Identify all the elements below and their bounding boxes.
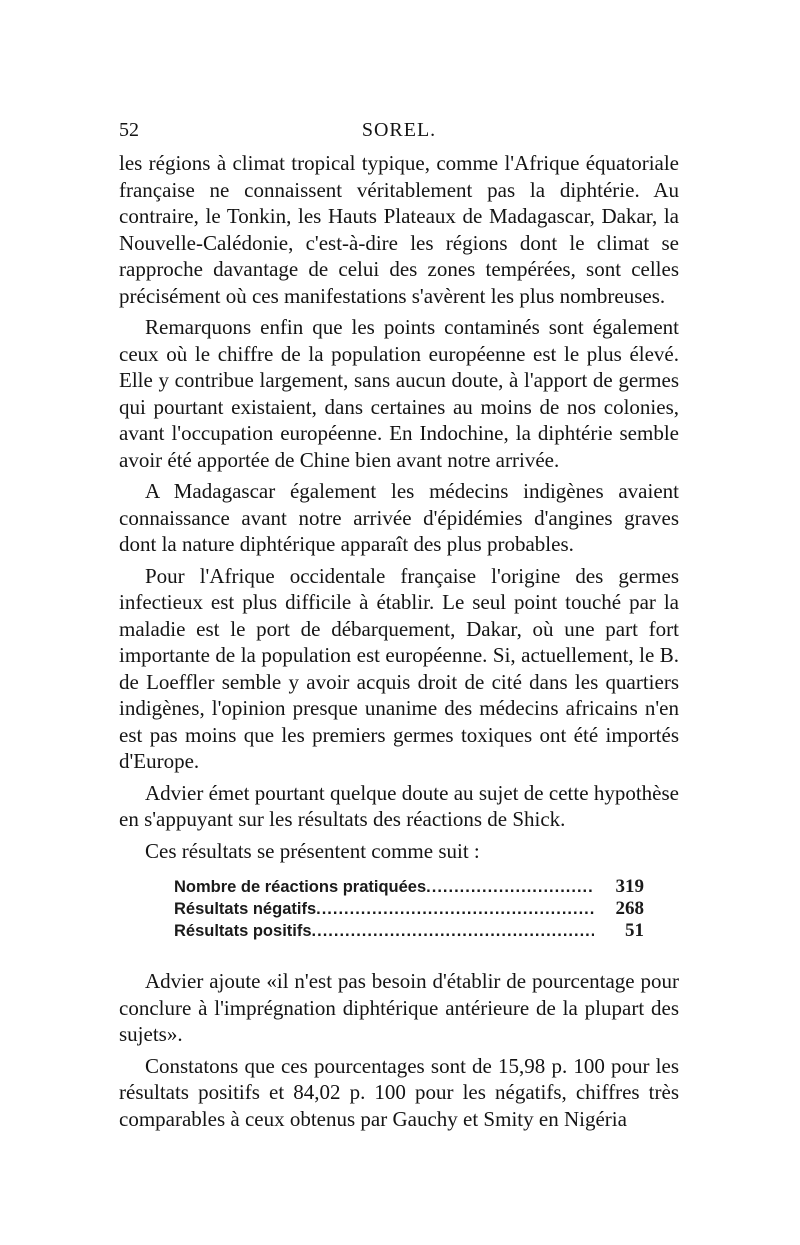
result-row	[174, 920, 644, 942]
running-head: SOREL.	[361, 119, 437, 141]
paragraph: Advier ajoute «il n'est pas besoin d'établir de pourcentage pour conclure à l'imprégnation diphtérique antérieure de la plupart des sujets».	[119, 969, 679, 1046]
result-label: Résultats négatifs	[174, 900, 317, 918]
result-label: Nombre de réactions pratiquées	[174, 878, 427, 896]
result-value: 268	[615, 898, 644, 919]
paragraph: A Madagascar également les médecins indigènes avaient connaissance avant notre arrivée d'épidémies d'angines graves dont la nature diphtérique apparaît des plus probables.	[119, 479, 679, 556]
paragraph: les régions à climat tropical typique, comme l'Afrique équatoriale française ne connaissent véritablement pas la diphtérie. Au contraire, le Tonkin, les Hauts Plateaux de Madagascar, Dakar, la Nouvelle-Calédonie, c'est-à-dire les régions dont le climat se rapproche davantage de celui des zones tempérées, sont celles précisément où ces manifestations s'avèrent les plus nombreuses.	[119, 151, 679, 308]
dot-leader	[426, 877, 594, 898]
result-value: 319	[615, 876, 644, 897]
dot-leader	[312, 921, 594, 942]
paragraph: Remarquons enfin que les points contaminés sont également ceux où le chiffre de la population européenne est le plus élevé. Elle y contribue largement, sans aucun doute, à l'apport de germes qui pourtant existaient, dans certaines au moins de nos colonies, avant l'occupation européenne. En Indochine, la diphtérie semble avoir été apportée de Chine bien avant notre arrivée.	[119, 315, 679, 472]
dot-leader	[316, 899, 594, 920]
result-value: 51	[625, 920, 644, 941]
paragraph: Constatons que ces pourcentages sont de 15,98 p. 100 pour les résultats positifs et 84,02 p. 100 pour les négatifs, chiffres très comparables à ceux obtenus par Gauchy et Smity en Nigéria	[119, 1053, 679, 1131]
page-header	[119, 118, 679, 142]
result-row	[174, 898, 644, 920]
results-table	[174, 876, 644, 942]
page-number: 52	[119, 119, 139, 141]
body-text	[119, 150, 679, 1132]
paragraph: Ces résultats se présentent comme suit :	[145, 838, 480, 863]
result-label: Résultats positifs	[174, 922, 312, 940]
paragraph: Advier émet pourtant quelque doute au sujet de cette hypothèse en s'appuyant sur les résultats des réactions de Shick.	[119, 780, 679, 831]
paragraph: Pour l'Afrique occidentale française l'origine des germes infectieux est plus difficile à établir. Le seul point touché par la maladie est le port de débarquement, Dakar, où une part fort importante de la population est européenne. Si, actuellement, le B. de Loeffler semble y avoir acquis droit de cité dans les quartiers indigènes, l'opinion presque unanime des médecins africains n'en est pas moins que les premiers germes toxiques ont été importés d'Europe.	[119, 563, 679, 773]
result-row	[174, 876, 644, 898]
